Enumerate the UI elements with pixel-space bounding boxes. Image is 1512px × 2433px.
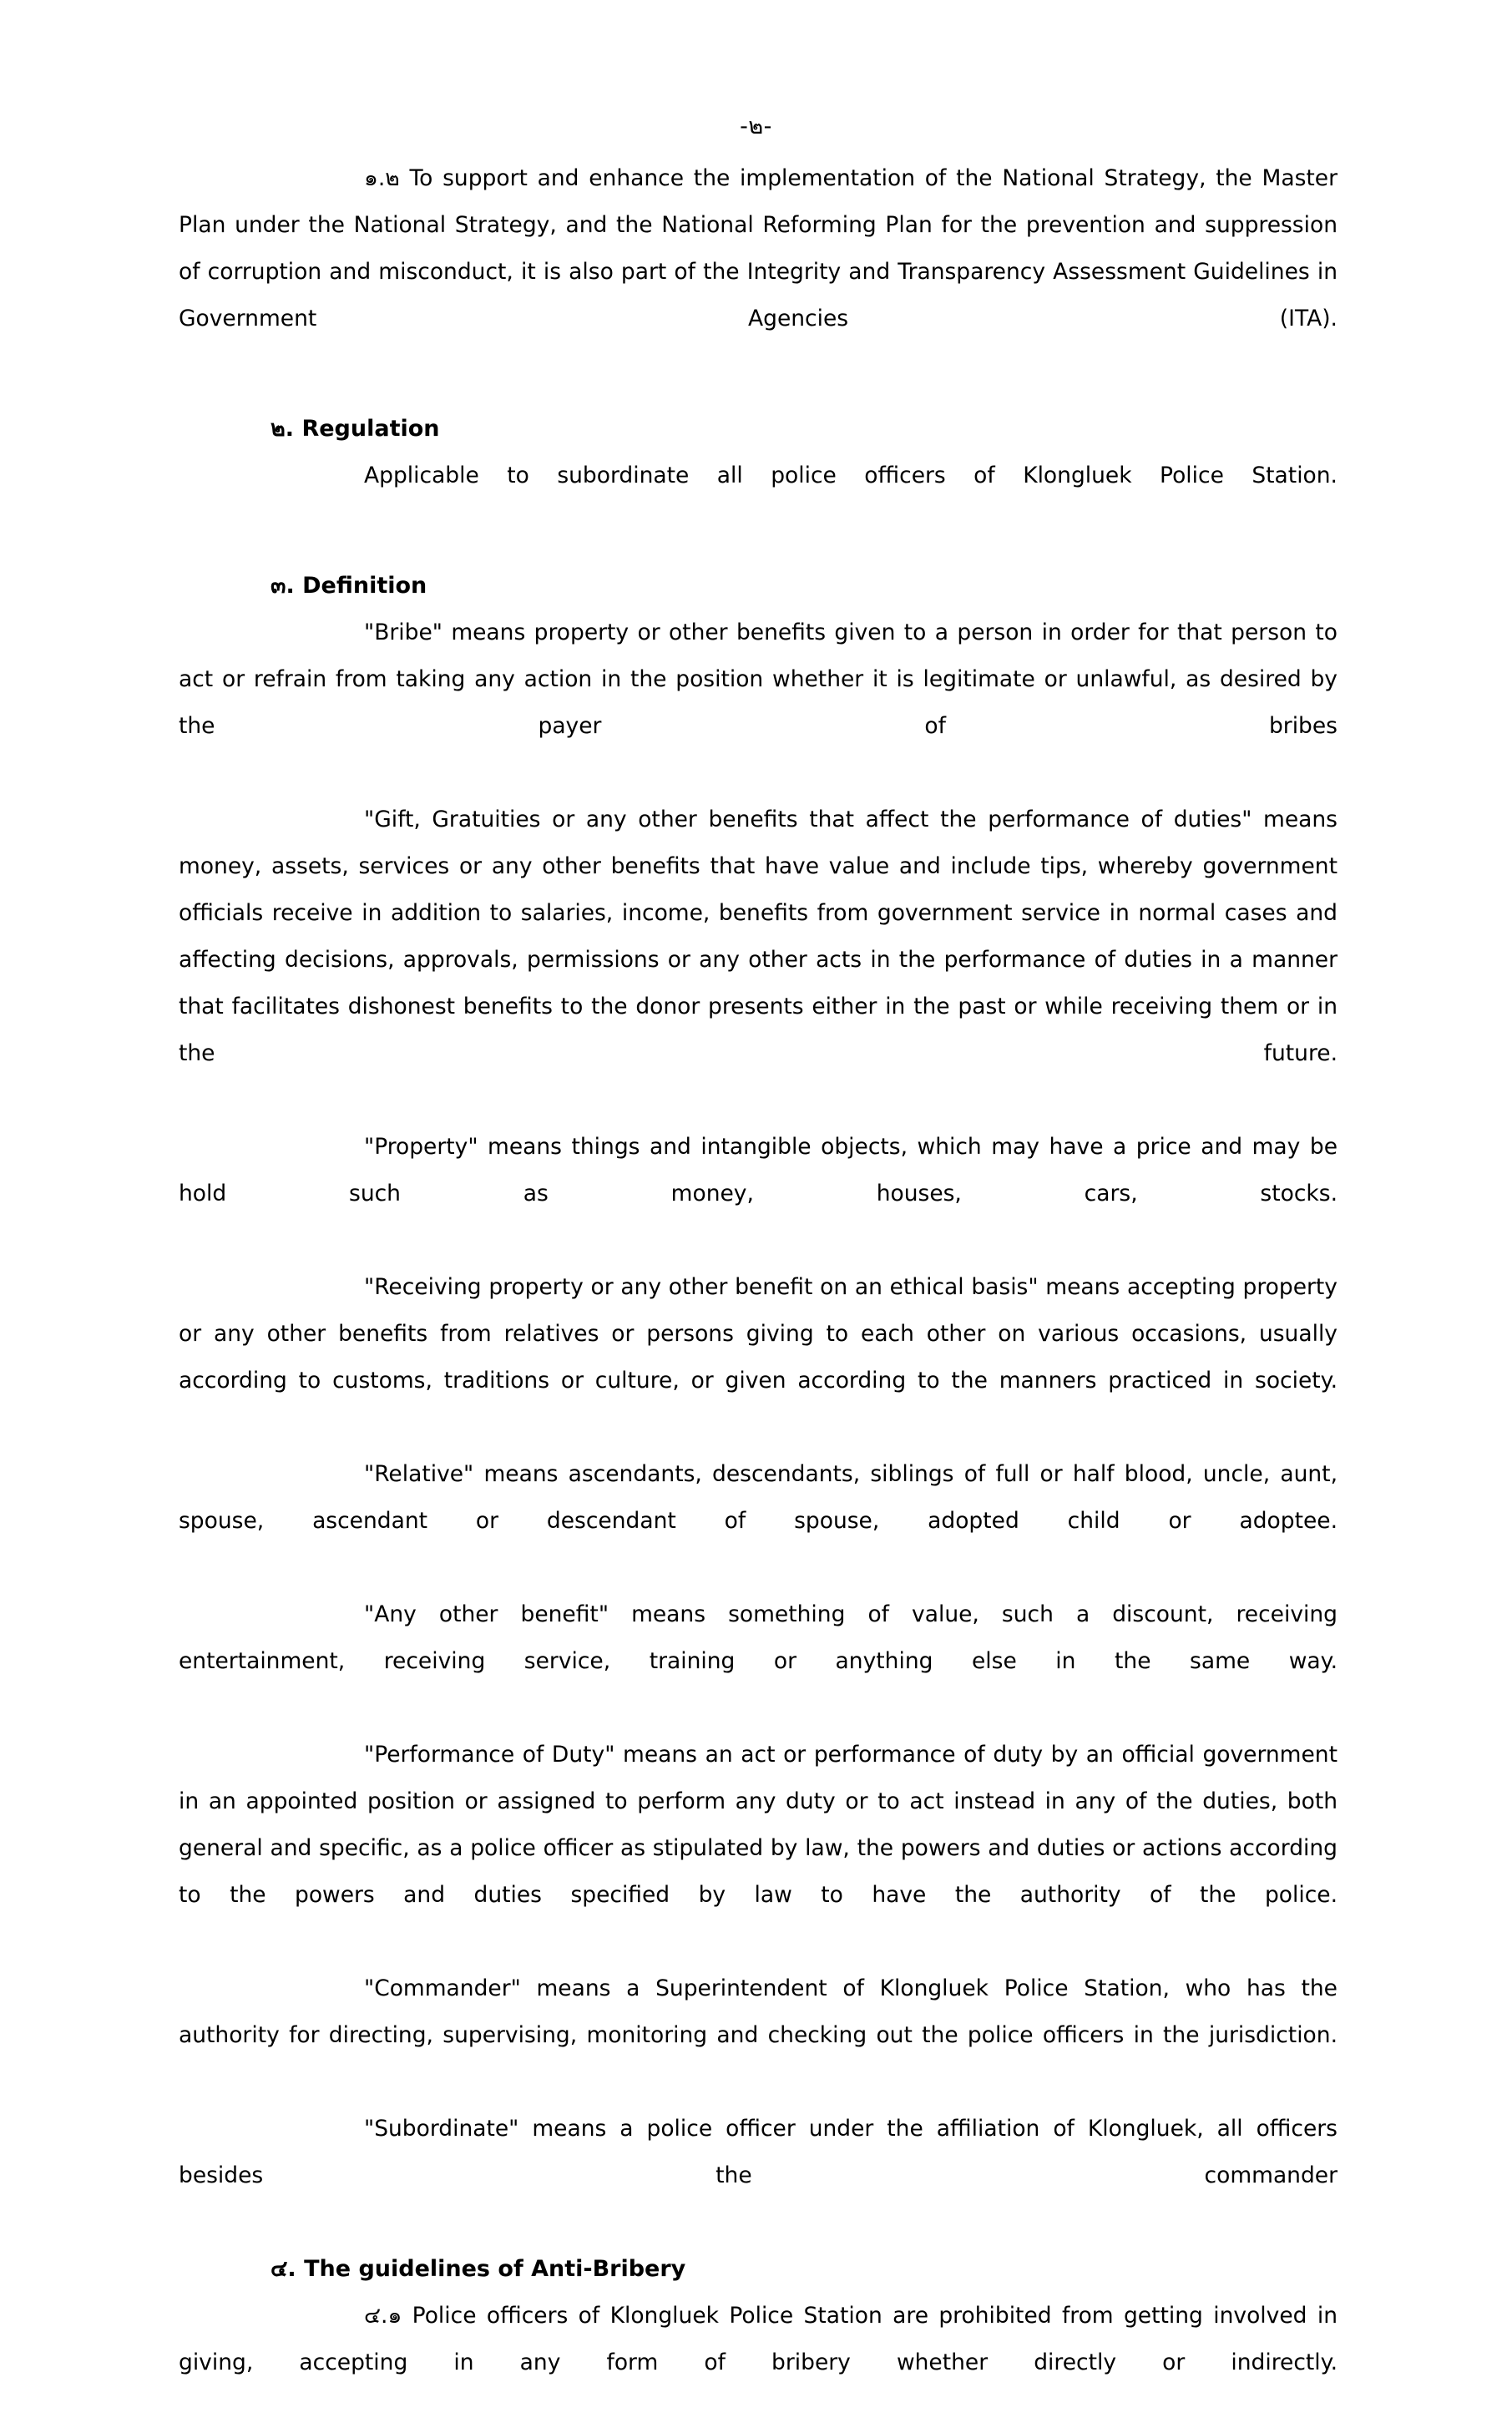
heading-regulation: ๒. Regulation [271,416,440,442]
spacer [179,389,1338,406]
heading-definition: ๓. Definition [271,573,427,599]
paragraph-definition-subordinate: "Subordinate" means a police officer under the affiliation of Klongluek, all officers besides the commander [179,2116,1338,2188]
paragraph-1-2: ๑.๒ To support and enhance the implementation of the National Strategy, the Master Plan under the National Strategy, and the National Reforming Plan for the prevention and suppression of corruption and misconduct, it is also part of the Integrity and Transparency Assessment Guidelines in Government Agencies (ITA). [179,165,1338,331]
paragraph-definition-bribe: "Bribe" means property or other benefits given to a person in order for that person to act or refrain from taking any action in the position whether it is legitimate or unlawful, as desired by the payer of bribes [179,620,1338,739]
spacer [179,546,1338,563]
document-body [179,155,1338,2433]
paragraph-definition-relative: "Relative" means ascendants, descendants, siblings of full or half blood, uncle, aunt, spouse, ascendant or descendant of spouse, adopted child or adoptee. [179,1461,1338,1534]
paragraph-regulation-body: Applicable to subordinate all police officers of Klongluek Police Station. [364,463,1338,488]
paragraph-definition-receiving-property: "Receiving property or any other benefit on an ethical basis" means accepting property or any other benefits from relatives or persons giving to each other on various occasions, usually according to customs, traditions or culture, or given according to the manners practiced in society. [179,1274,1338,1394]
paragraph-definition-commander: "Commander" means a Superintendent of Klongluek Police Station, who has the authority for directing, supervising, monitoring and checking out the police officers in the jurisdiction. [179,1975,1338,2048]
paragraph-definition-gift: "Gift, Gratuities or any other benefits that affect the performance of duties" means money, assets, services or any other benefits that have value and include tips, whereby government officials receive in addition to salaries, income, benefits from government service in normal cases and affecting decisions, approvals, permissions or any other acts in the performance of duties in a manner that facilitates dishonest benefits to the donor presents either in the past or while receiving them or in the future. [179,807,1338,1066]
heading-guidelines-anti-bribery: ๔. The guidelines of Anti-Bribery [271,2256,686,2282]
paragraph-definition-property: "Property" means things and intangible objects, which may have a price and may be hold such as money, houses, cars, stocks. [179,1134,1338,1206]
paragraph-definition-any-other-benefit: "Any other benefit" means something of value, such a discount, receiving entertainment, receiving service, training or anything else in the same way. [179,1601,1338,1674]
paragraph-definition-performance-of-duty: "Performance of Duty" means an act or performance of duty by an official government in an appointed position or assigned to perform any duty or to act instead in any of the duties, both general and specific, as a police officer as stipulated by law, the powers and duties or actions according to the powers and duties specified by law to have the authority of the police. [179,1742,1338,1908]
page-number: -๒- [740,114,772,139]
paragraph-4-1: ๔.๑ Police officers of Klongluek Police Station are prohibited from getting involved in giving, accepting in any form of bribery whether directly or indirectly. [179,2303,1338,2375]
